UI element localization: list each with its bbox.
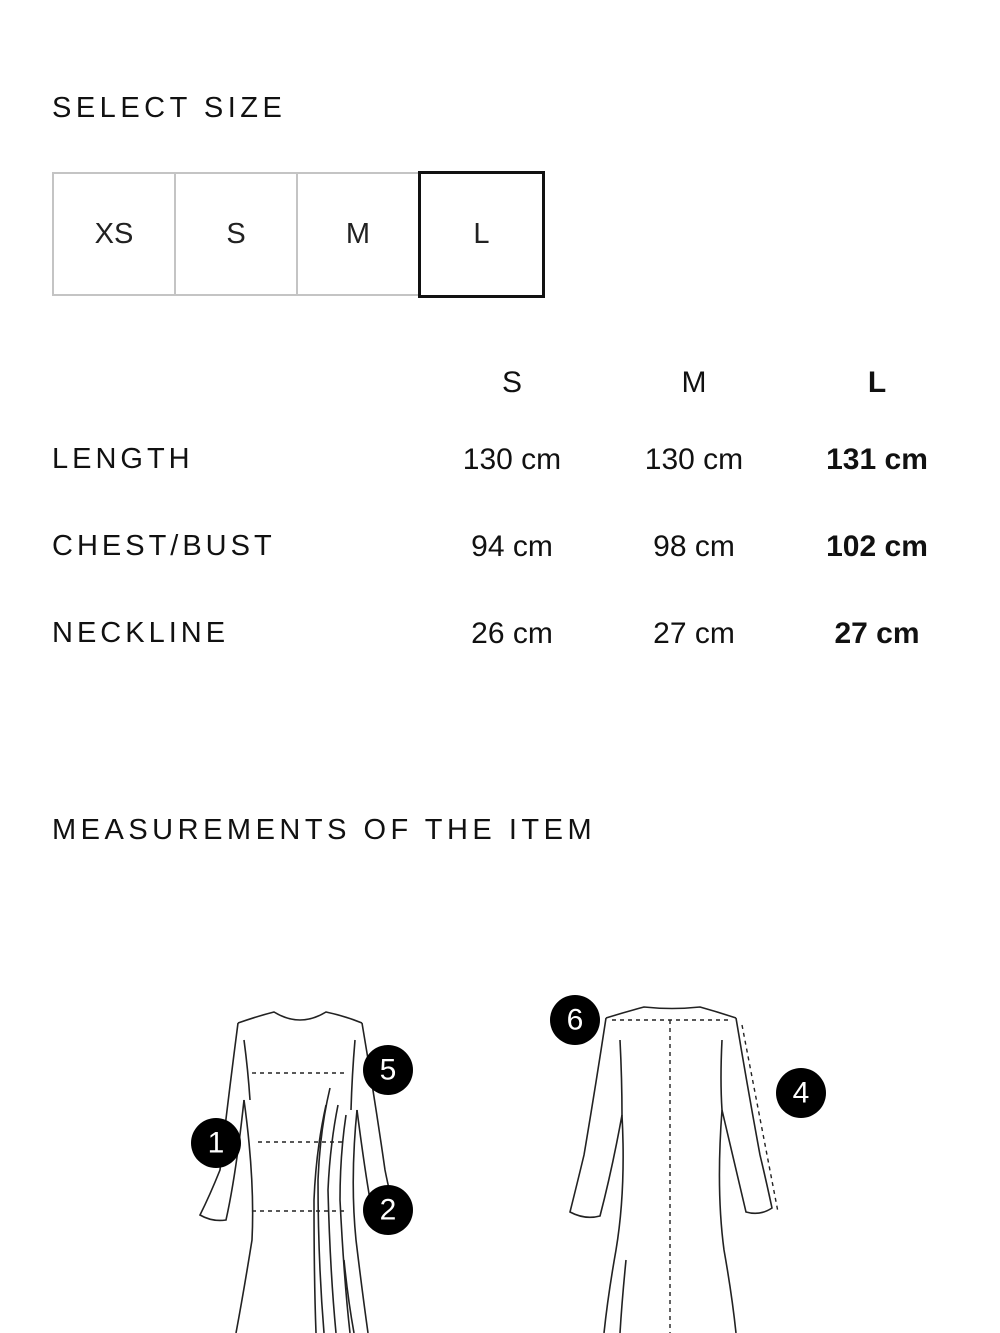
column-header-m: M — [681, 366, 707, 399]
marker-2-label: 2 — [379, 1193, 397, 1227]
table-row-length — [0, 443, 1000, 534]
marker-4-badge — [776, 1068, 826, 1118]
marker-4-label: 4 — [792, 1076, 810, 1110]
size-option-m[interactable]: M — [296, 172, 420, 296]
table-cell: 94 cm — [471, 530, 553, 563]
table-cell: 26 cm — [471, 617, 553, 650]
marker-1-label: 1 — [207, 1126, 225, 1160]
marker-5-badge — [363, 1045, 413, 1095]
column-header-l: L — [867, 366, 887, 399]
table-cell: 102 cm — [826, 530, 928, 563]
table-cell: 130 cm — [644, 443, 744, 476]
table-cell: 27 cm — [834, 617, 920, 650]
table-cell: 130 cm — [462, 443, 562, 476]
table-cell: 98 cm — [653, 530, 735, 563]
measurement-guides-back — [612, 1020, 778, 1333]
table-cell: 27 cm — [653, 617, 735, 650]
select-size-title: SELECT SIZE — [52, 92, 287, 124]
size-option-xs[interactable]: XS — [52, 172, 176, 296]
table-header-row — [0, 360, 1000, 447]
size-selector — [52, 172, 543, 298]
measurements-title: MEASUREMENTS OF THE ITEM — [52, 814, 597, 846]
marker-5-label: 5 — [379, 1053, 397, 1087]
size-option-l[interactable]: L — [418, 171, 545, 298]
size-chart-table — [0, 360, 1000, 708]
row-label-chest-bust: CHEST/BUST — [52, 530, 276, 562]
column-header-s: S — [501, 366, 522, 399]
marker-6-label: 6 — [566, 1003, 584, 1037]
table-row-chest-bust — [0, 530, 1000, 621]
row-label-neckline: NECKLINE — [52, 617, 230, 649]
dress-back-illustration — [570, 1007, 772, 1333]
table-cell: 131 cm — [826, 443, 928, 476]
marker-6-badge — [550, 995, 600, 1045]
garment-measurement-diagram — [0, 980, 1000, 1333]
size-option-s[interactable]: S — [174, 172, 298, 296]
row-label-length: LENGTH — [52, 443, 194, 475]
marker-1-badge — [191, 1118, 241, 1168]
marker-2-badge — [363, 1185, 413, 1235]
table-row-neckline — [0, 617, 1000, 708]
measurement-guides-front — [252, 1073, 348, 1211]
